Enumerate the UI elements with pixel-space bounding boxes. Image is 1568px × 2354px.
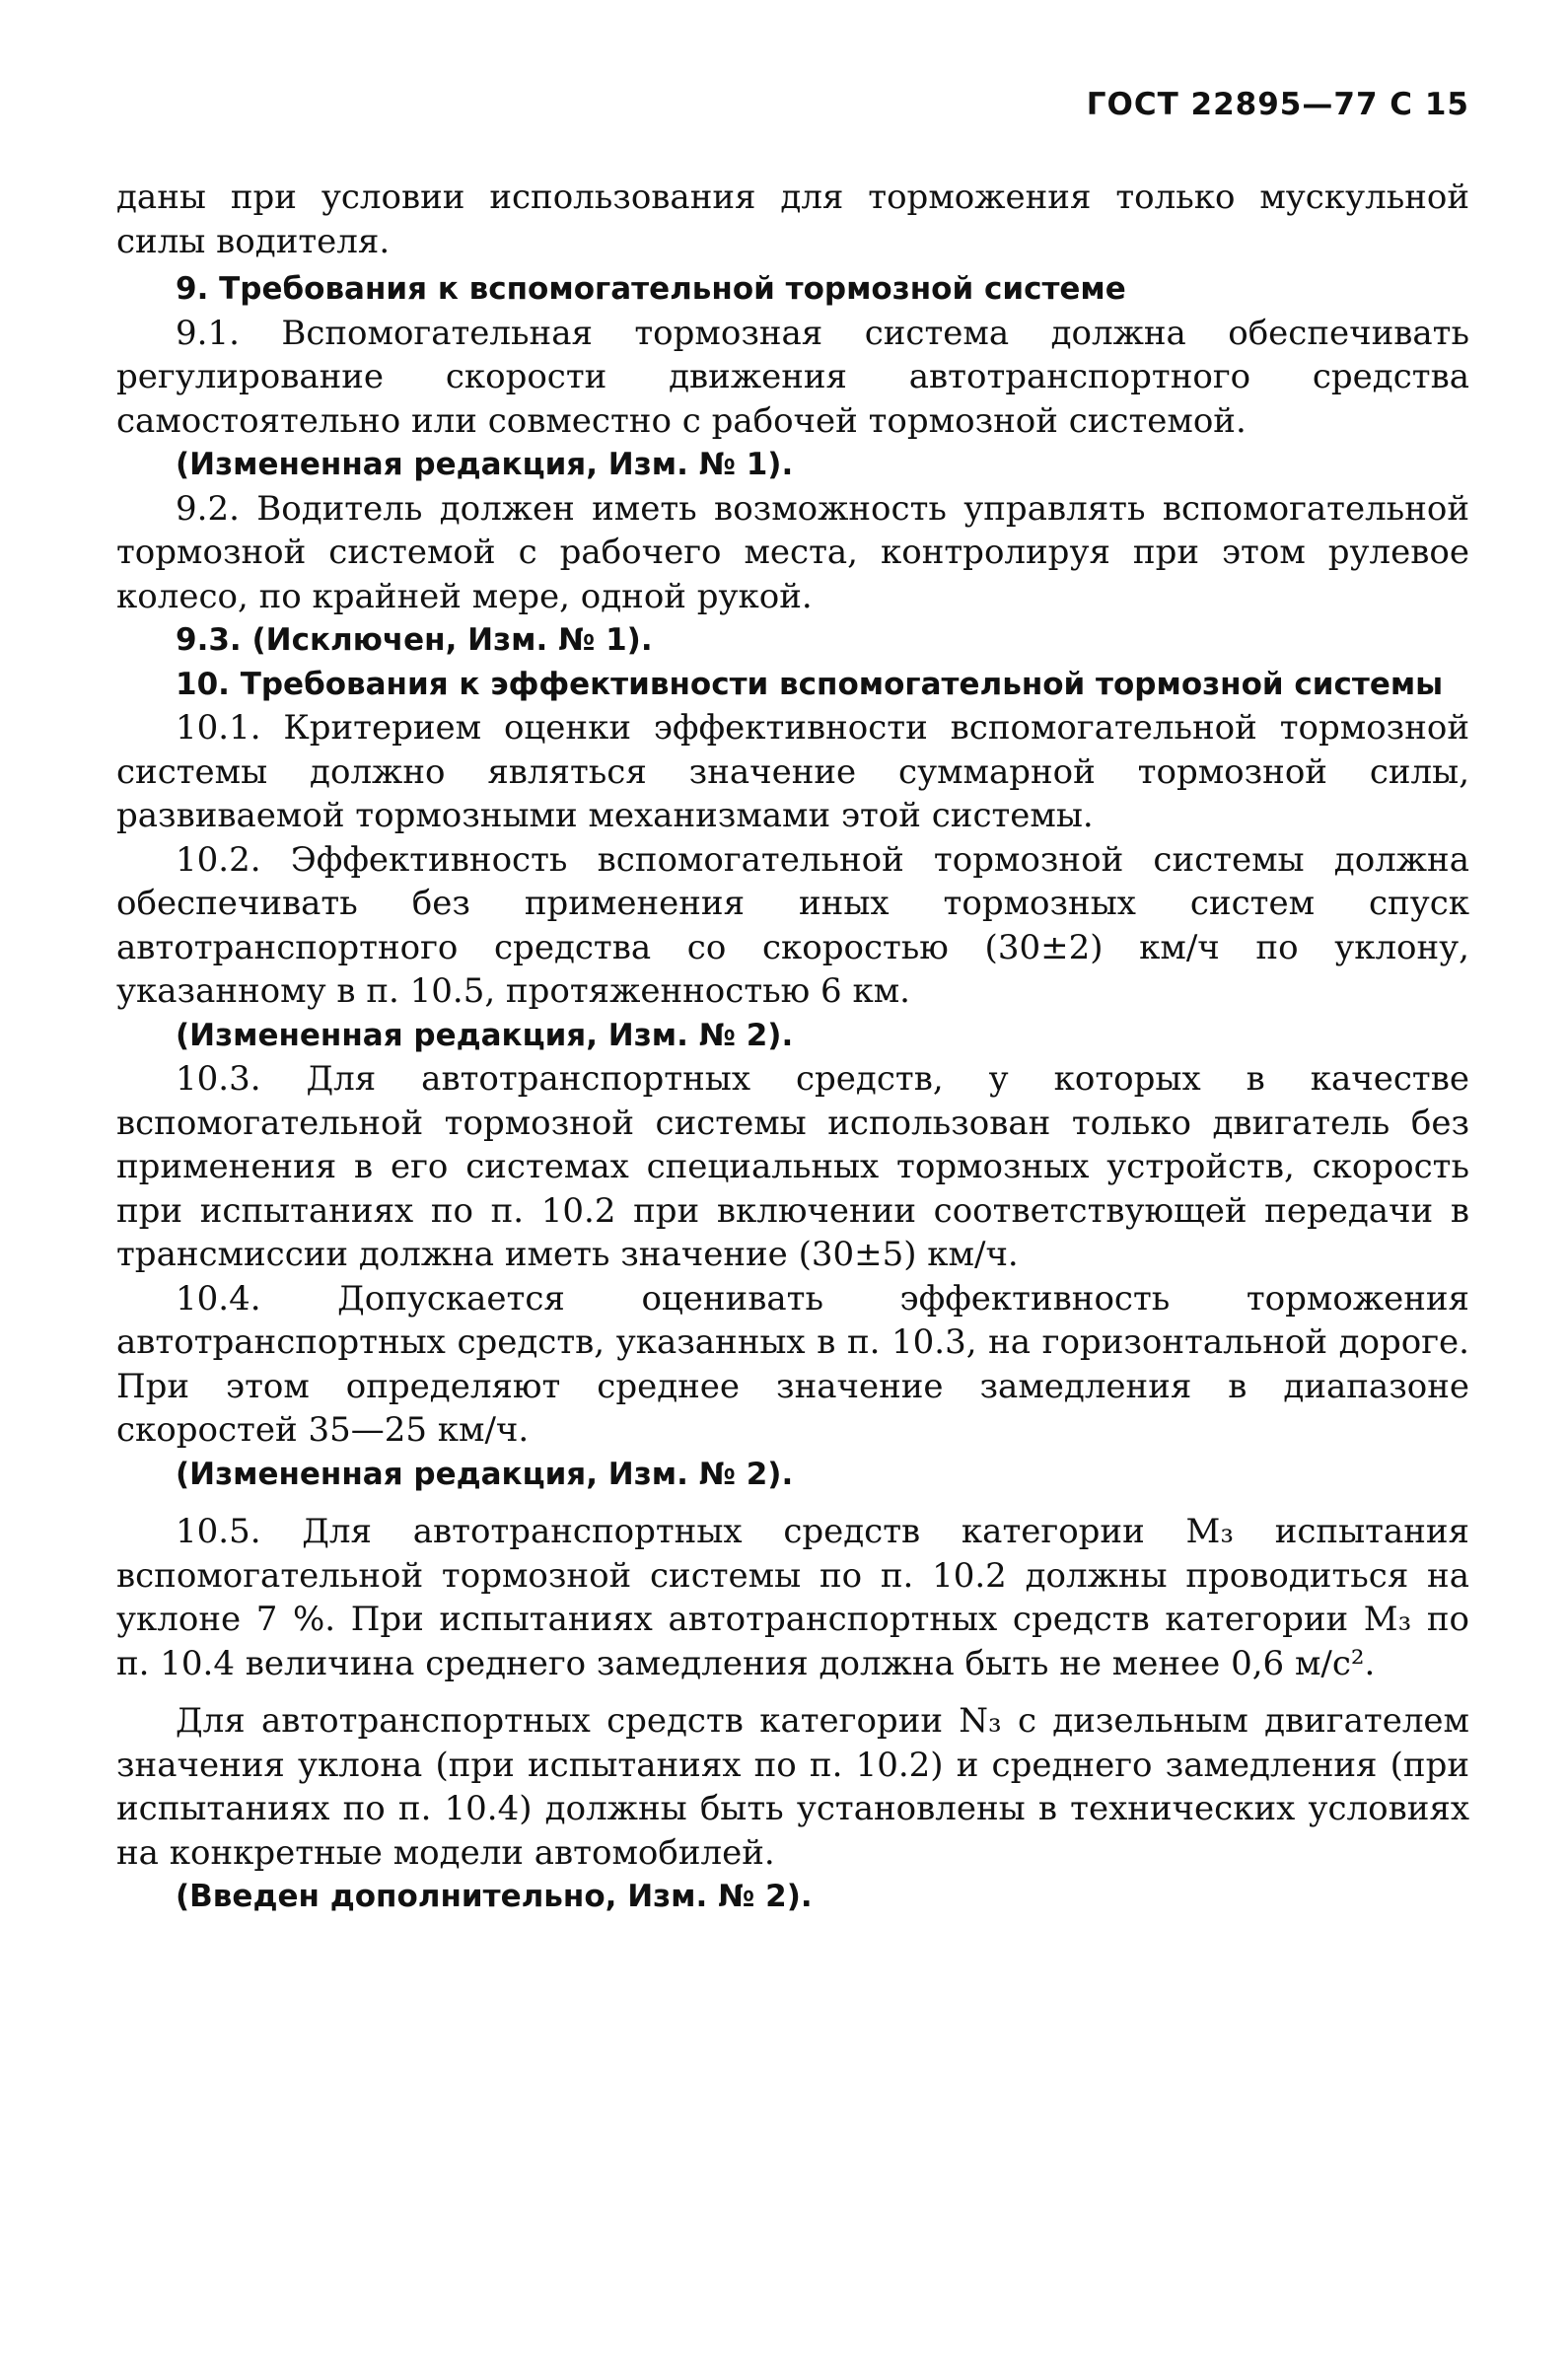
page-header: ГОСТ 22895—77 С 15 [1086,87,1469,122]
paragraph-10-1: 10.1. Критерием оценки эффективности вспомогательной тормозной системы должно являться значение суммарной тормозной силы, развиваемой тормозными механизмами этой системы. [116,708,1469,835]
edition-note-2a: (Измененная редакция, Изм. № 2). [176,1017,794,1053]
paragraph-9-2: 9.2. Водитель должен иметь возможность управлять вспомогательной тормозной системой с рабочего места, контролируя при этом рулевое колесо, по крайней мере, одной рукой. [116,488,1469,616]
paragraph-10-5-continued: Для автотранспортных средств категории N₃ с дизельным двигателем значения уклона (при испытаниях по п. 10.2) и среднего замедления (при испытаниях по п. 10.4) должны быть установлены в технических условиях на конкретные модели автомобилей. [116,1701,1469,1873]
paragraph-10-3: 10.3. Для автотранспортных средств, у которых в качестве вспомогательной тормозной системы использован только двигатель без применения в его системах специальных тормозных устройств, скорость при испытаниях по п. 10.2 при включении соответствующей передачи в трансмиссии должна иметь значение (30±5) км/ч. [116,1059,1469,1274]
paragraph-10-4: 10.4. Допускается оценивать эффективность торможения автотранспортных средств, указанных в п. 10.3, на горизонтальной дороге. При этом определяют среднее значение замедления в диапазоне скоростей 35—25 км/ч. [116,1278,1469,1450]
edition-note-2c: (Введен дополнительно, Изм. № 2). [176,1879,813,1914]
paragraph-10-2: 10.2. Эффективность вспомогательной тормозной системы должна обеспечивать без применения иных тормозных систем спуск автотранспортного средства со скоростью (30±2) км/ч по уклону, указанному в п. 10.5, протяженностью 6 км. [116,839,1469,1011]
section-9-heading: 9. Требования к вспомогательной тормозной системе [176,271,1126,307]
paragraph-9-1: 9.1. Вспомогательная тормозная система должна обеспечивать регулирование скорости движения автотранспортного средства самостоятельно или совместно с рабочей тормозной системой. [116,313,1469,441]
paragraph-9-3: 9.3. (Исключен, Изм. № 1). [176,622,653,658]
edition-note-1: (Измененная редакция, Изм. № 1). [176,447,794,482]
document-body [116,176,1469,1919]
section-10-heading: 10. Требования к эффективности вспомогательной тормозной системы [176,666,1444,702]
paragraph-continuation: даны при условии использования для торможения только мускульной силы водителя. [116,178,1469,261]
edition-note-2b: (Измененная редакция, Изм. № 2). [176,1456,794,1492]
paragraph-10-5: 10.5. Для автотранспортных средств категории M₃ испытания вспомогательной тормозной системы по п. 10.2 должны проводиться на уклоне 7 %. При испытаниях автотранспортных средств категории M₃ по п. 10.4 величина среднего замедления должна быть не менее 0,6 м/с². [116,1512,1469,1683]
